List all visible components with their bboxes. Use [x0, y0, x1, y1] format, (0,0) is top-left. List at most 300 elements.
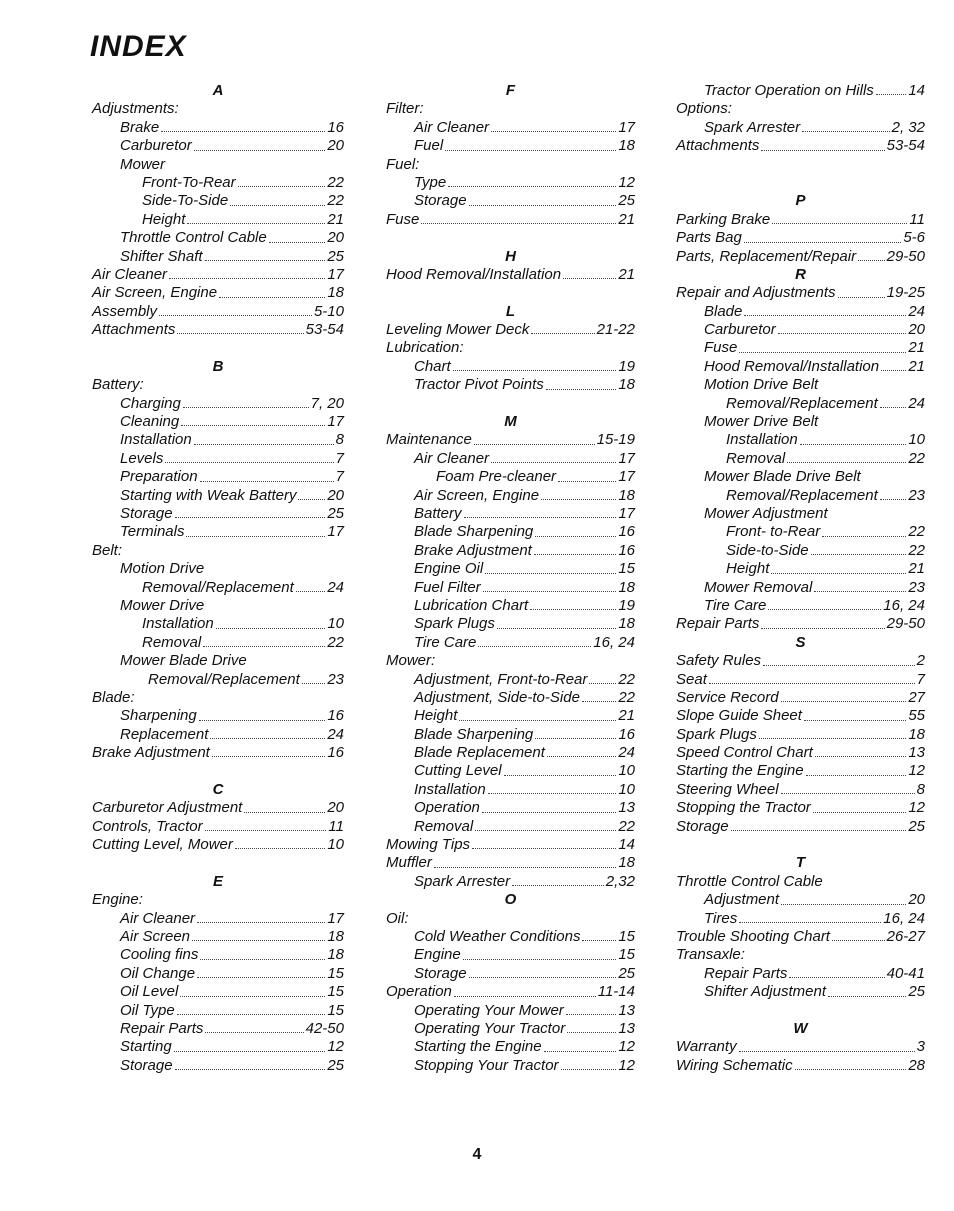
index-entry	[386, 928, 635, 946]
dot-leader	[200, 946, 325, 959]
entry-pages: 25	[327, 504, 344, 522]
index-entry	[676, 560, 925, 578]
entry-label: Repair Parts	[676, 615, 760, 633]
dot-leader	[838, 284, 885, 297]
dot-leader	[474, 431, 595, 444]
entry-label: Side-to-Side	[726, 541, 809, 559]
entry-label: Spark Arrester	[704, 118, 801, 136]
entry-pages: 15	[618, 560, 635, 578]
index-entry	[92, 946, 344, 964]
entry-label: Cooling fins	[120, 946, 199, 964]
index-entry	[92, 248, 344, 266]
index-entry	[676, 689, 925, 707]
entry-label: Wiring Schematic	[676, 1056, 793, 1074]
index-entry	[386, 487, 635, 505]
dot-leader	[804, 707, 906, 720]
dot-leader	[302, 671, 326, 684]
entry-pages: 22	[908, 449, 925, 467]
index-entry	[386, 156, 635, 174]
index-entry	[92, 395, 344, 413]
entry-label: Spark Arrester	[414, 872, 511, 890]
entry-pages: 19	[618, 596, 635, 614]
entry-pages: 18	[327, 927, 344, 945]
dot-leader	[806, 762, 907, 775]
index-entry	[386, 854, 635, 872]
entry-label: Motion Drive	[120, 560, 205, 578]
index-entry	[92, 431, 344, 449]
dot-leader	[858, 248, 885, 261]
dot-leader	[781, 891, 906, 904]
entry-label: Fuse	[386, 210, 420, 228]
index-entry	[92, 744, 344, 762]
entry-pages: 15	[618, 927, 635, 945]
dot-leader	[822, 523, 906, 536]
entry-label: Controls, Tractor	[92, 817, 203, 835]
entry-label: Spark Plugs	[676, 725, 757, 743]
entry-pages: 22	[327, 633, 344, 651]
entry-pages: 5-6	[903, 229, 925, 247]
entry-label: Removal/Replacement	[726, 486, 878, 504]
dot-leader	[876, 82, 907, 95]
dot-leader	[546, 376, 617, 389]
dot-leader	[197, 965, 325, 978]
entry-label: Starting with Weak Battery	[120, 486, 297, 504]
index-entry	[676, 487, 925, 505]
entry-label: Removal	[142, 633, 202, 651]
entry-label: Mower Removal	[704, 578, 813, 596]
index-entry	[386, 579, 635, 597]
entry-pages: 16, 24	[883, 909, 925, 927]
entry-pages: 16	[327, 707, 344, 725]
index-entry	[92, 229, 344, 247]
entry-label: Lubrication:	[386, 339, 464, 357]
entry-pages: 18	[618, 578, 635, 596]
entry-label: Tractor Pivot Points	[414, 376, 544, 394]
entry-label: Sharpening	[120, 707, 197, 725]
index-entry	[676, 248, 925, 266]
index-entry	[92, 542, 344, 560]
entry-pages: 17	[327, 909, 344, 927]
entry-pages: 21	[908, 339, 925, 357]
dot-leader	[244, 799, 325, 812]
entry-pages: 20	[908, 321, 925, 339]
dot-leader	[238, 174, 326, 187]
dot-leader	[175, 1057, 326, 1070]
entry-label: Fuel	[414, 137, 444, 155]
entry-label: Type	[414, 173, 447, 191]
entry-label: Repair Parts	[704, 964, 788, 982]
entry-pages: 21	[908, 357, 925, 375]
index-entry	[386, 321, 635, 339]
entry-label: Air Screen	[120, 927, 191, 945]
index-entry	[386, 450, 635, 468]
entry-pages: 17	[618, 468, 635, 486]
entry-label: Cutting Level	[414, 762, 502, 780]
entry-label: Mower Adjustment	[704, 504, 828, 522]
index-entry	[92, 266, 344, 284]
index-entry	[676, 523, 925, 541]
dot-leader	[454, 983, 596, 996]
entry-pages: 19-25	[886, 284, 925, 302]
dot-leader	[739, 910, 881, 923]
entry-label: Filter:	[386, 100, 424, 118]
index-entry	[386, 523, 635, 541]
section-letter: R	[795, 265, 806, 283]
entry-label: Removal/Replacement	[142, 578, 294, 596]
dot-leader	[194, 137, 326, 150]
entry-pages: 16	[327, 744, 344, 762]
dot-leader	[800, 431, 907, 444]
entry-label: Cutting Level, Mower	[92, 836, 233, 854]
entry-label: Mower Blade Drive Belt	[704, 468, 861, 486]
index-entry	[386, 100, 635, 118]
dot-leader	[547, 744, 616, 757]
entry-label: Storage	[676, 817, 729, 835]
index-entry	[676, 450, 925, 468]
entry-label: Levels	[120, 449, 164, 467]
entry-pages: 21	[908, 560, 925, 578]
index-entry	[92, 707, 344, 725]
entry-pages: 18	[618, 376, 635, 394]
entry-pages: 18	[618, 486, 635, 504]
entry-label: Storage	[414, 192, 467, 210]
index-entry	[92, 579, 344, 597]
dot-leader	[497, 615, 616, 628]
entry-label: Replacement	[120, 725, 209, 743]
index-entry	[676, 303, 925, 321]
entry-pages: 24	[327, 725, 344, 743]
entry-label: Brake Adjustment	[414, 541, 532, 559]
dot-leader	[828, 983, 906, 996]
dot-leader	[469, 965, 617, 978]
entry-pages: 22	[618, 670, 635, 688]
index-entry	[676, 671, 925, 689]
index-entry	[676, 597, 925, 615]
entry-label: Storage	[414, 964, 467, 982]
entry-label: Blade	[704, 302, 743, 320]
index-entry	[386, 211, 635, 229]
entry-pages: 22	[618, 817, 635, 835]
dot-leader	[813, 799, 907, 812]
index-column-3	[676, 82, 925, 1075]
dot-leader	[177, 1002, 326, 1015]
entry-label: Motion Drive Belt	[704, 376, 819, 394]
entry-pages: 24	[908, 394, 925, 412]
entry-label: Engine:	[92, 891, 143, 909]
entry-pages: 11	[909, 210, 925, 228]
spacer	[676, 836, 925, 854]
spacer	[676, 1002, 925, 1020]
index-entry	[92, 413, 344, 431]
dot-leader	[175, 505, 326, 518]
dot-leader	[194, 431, 334, 444]
index-entry	[92, 891, 344, 909]
entry-label: Mower Drive	[120, 596, 205, 614]
section-letter: O	[504, 891, 517, 909]
entry-label: Leveling Mower Deck	[386, 321, 530, 339]
dot-leader	[880, 487, 907, 500]
index-entry	[676, 799, 925, 817]
index-entry	[386, 762, 635, 780]
entry-pages: 21	[618, 265, 635, 283]
dot-leader	[235, 836, 325, 849]
entry-label: Mower Blade Drive	[120, 652, 247, 670]
entry-pages: 21-22	[596, 321, 635, 339]
dot-leader	[464, 505, 617, 518]
index-entry	[92, 523, 344, 541]
entry-pages: 14	[618, 836, 635, 854]
entry-label: Oil Level	[120, 983, 179, 1001]
entry-pages: 27	[908, 688, 925, 706]
dot-leader	[296, 579, 326, 592]
entry-label: Tractor Operation on Hills	[704, 82, 874, 99]
entry-pages: 13	[618, 1019, 635, 1037]
section-letter: P	[795, 192, 806, 210]
dot-leader	[482, 799, 616, 812]
entry-label: Blade Sharpening	[414, 725, 534, 743]
entry-pages: 12	[327, 1038, 344, 1056]
index-entry	[386, 339, 635, 357]
entry-pages: 16	[327, 118, 344, 136]
entry-pages: 13	[618, 799, 635, 817]
entry-pages: 3	[916, 1038, 925, 1056]
entry-pages: 16, 24	[593, 633, 635, 651]
index-entry	[92, 487, 344, 505]
index-entry	[676, 119, 925, 137]
entry-label: Tire Care	[704, 596, 767, 614]
entry-label: Transaxle:	[676, 946, 745, 964]
entry-pages: 10	[618, 780, 635, 798]
entry-label: Installation	[120, 431, 192, 449]
dot-leader	[772, 211, 907, 224]
index-entry	[386, 836, 635, 854]
index-entry	[92, 211, 344, 229]
entry-label: Assembly	[92, 302, 158, 320]
entry-label: Shifter Shaft	[120, 247, 203, 265]
dot-leader	[177, 321, 303, 334]
entry-pages: 21	[618, 210, 635, 228]
index-entry	[386, 946, 635, 964]
entry-pages: 10	[618, 762, 635, 780]
dot-leader	[589, 671, 616, 684]
index-entry	[386, 707, 635, 725]
entry-label: Air Cleaner	[414, 118, 490, 136]
entry-pages: 20	[327, 137, 344, 155]
dot-leader	[472, 836, 616, 849]
index-entry	[676, 100, 925, 118]
index-entry	[386, 781, 635, 799]
entry-pages: 12	[618, 1056, 635, 1074]
index-entry	[386, 799, 635, 817]
entry-pages: 24	[618, 744, 635, 762]
entry-label: Parts, Replacement/Repair	[676, 247, 857, 265]
index-entry	[676, 211, 925, 229]
dot-leader	[567, 1020, 616, 1033]
index-entry	[676, 1038, 925, 1056]
index-entry	[676, 891, 925, 909]
entry-label: Service Record	[676, 688, 779, 706]
entry-label: Mower	[120, 155, 166, 173]
entry-label: Hood Removal/Installation	[704, 357, 880, 375]
index-entry	[386, 505, 635, 523]
dot-leader	[744, 303, 906, 316]
dot-leader	[434, 854, 616, 867]
index-entry	[676, 818, 925, 836]
entry-label: Mower:	[386, 652, 436, 670]
index-entry	[386, 266, 635, 284]
index-entry	[386, 634, 635, 652]
dot-leader	[731, 818, 907, 831]
entry-pages: 8	[916, 780, 925, 798]
entry-pages: 15-19	[596, 431, 635, 449]
index-entry	[386, 1020, 635, 1038]
index-entry	[386, 597, 635, 615]
section-letter: C	[212, 780, 224, 798]
entry-label: Height	[726, 560, 770, 578]
index-entry	[92, 1057, 344, 1075]
dot-leader	[199, 707, 326, 720]
dot-leader	[298, 487, 325, 500]
entry-label: Air Screen, Engine	[414, 486, 540, 504]
index-entry	[92, 818, 344, 836]
entry-label: Height	[414, 707, 458, 725]
dot-leader	[174, 1038, 326, 1051]
entry-label: Adjustments:	[92, 100, 179, 118]
dot-leader	[192, 928, 325, 941]
dot-leader	[739, 1038, 915, 1051]
entry-label: Belt:	[92, 541, 123, 559]
dot-leader	[531, 321, 594, 334]
entry-pages: 8	[335, 431, 344, 449]
entry-label: Trouble Shooting Chart	[676, 927, 830, 945]
index-entry	[386, 119, 635, 137]
index-entry	[92, 192, 344, 210]
index-entry	[92, 137, 344, 155]
dot-leader	[212, 744, 325, 757]
entry-label: Installation	[142, 615, 214, 633]
entry-label: Cold Weather Conditions	[414, 927, 581, 945]
entry-pages: 20	[327, 229, 344, 247]
dot-leader	[534, 542, 616, 555]
entry-pages: 11-14	[597, 983, 635, 1001]
dot-leader	[180, 983, 325, 996]
entry-pages: 25	[618, 192, 635, 210]
entry-pages: 20	[327, 799, 344, 817]
index-entry	[92, 965, 344, 983]
entry-label: Carburetor	[704, 321, 776, 339]
index-entry	[676, 873, 925, 891]
dot-leader	[504, 762, 617, 775]
dot-leader	[802, 119, 889, 132]
entry-label: Air Cleaner	[414, 449, 490, 467]
index-entry	[386, 431, 635, 449]
index-column-2	[386, 82, 635, 1075]
index-entry	[386, 818, 635, 836]
entry-pages: 40-41	[886, 964, 925, 982]
entry-label: Fuel Filter	[414, 578, 481, 596]
entry-pages: 53-54	[886, 137, 925, 155]
spacer	[676, 174, 925, 192]
entry-label: Blade Sharpening	[414, 523, 534, 541]
spacer	[676, 156, 925, 174]
entry-label: Repair Parts	[120, 1019, 204, 1037]
index-entry	[386, 542, 635, 560]
dot-leader	[488, 781, 617, 794]
index-entry	[676, 431, 925, 449]
dot-leader	[563, 266, 616, 279]
entry-pages: 13	[908, 744, 925, 762]
section-letter: S	[795, 633, 806, 651]
entry-label: Height	[142, 210, 186, 228]
entry-pages: 25	[327, 247, 344, 265]
index-entry	[92, 799, 344, 817]
entry-label: Preparation	[120, 468, 198, 486]
entry-label: Adjustment	[704, 891, 780, 909]
index-entry	[676, 928, 925, 946]
entry-label: Attachments	[676, 137, 760, 155]
entry-label: Charging	[120, 394, 181, 412]
entry-label: Brake Adjustment	[92, 744, 210, 762]
entry-label: Fuse	[704, 339, 738, 357]
index-entry	[676, 284, 925, 302]
entry-label: Safety Rules	[676, 652, 762, 670]
dot-leader	[205, 1020, 303, 1033]
entry-label: Blade:	[92, 688, 135, 706]
entry-pages: 7, 20	[310, 394, 344, 412]
dot-leader	[781, 781, 915, 794]
entry-pages: 15	[618, 946, 635, 964]
entry-label: Parking Brake	[676, 210, 771, 228]
index-entry	[676, 615, 925, 633]
entry-label: Storage	[120, 504, 173, 522]
section-letter: B	[212, 357, 224, 375]
index-entry	[92, 928, 344, 946]
entry-label: Parts Bag	[676, 229, 742, 247]
dot-leader	[781, 689, 907, 702]
entry-pages: 14	[908, 82, 925, 99]
dot-leader	[832, 928, 885, 941]
entry-pages: 17	[327, 523, 344, 541]
entry-label: Storage	[120, 1056, 173, 1074]
dot-leader	[582, 928, 616, 941]
dot-leader	[795, 1057, 907, 1070]
entry-pages: 7	[916, 670, 925, 688]
section-letter: F	[505, 82, 516, 99]
section-letter: T	[795, 854, 806, 872]
index-entry	[676, 358, 925, 376]
entry-pages: 23	[908, 578, 925, 596]
entry-pages: 20	[908, 891, 925, 909]
index-entry	[92, 303, 344, 321]
dot-leader	[811, 542, 907, 555]
index-entry	[676, 321, 925, 339]
entry-pages: 18	[908, 725, 925, 743]
index-entry	[386, 1038, 635, 1056]
entry-label: Shifter Adjustment	[704, 983, 826, 1001]
entry-label: Attachments	[92, 321, 176, 339]
entry-label: Battery	[414, 504, 462, 522]
entry-pages: 10	[327, 836, 344, 854]
dot-leader	[881, 358, 906, 371]
index-entry	[92, 983, 344, 1001]
entry-pages: 17	[327, 265, 344, 283]
entry-pages: 7	[335, 468, 344, 486]
entry-pages: 23	[908, 486, 925, 504]
index-entry	[386, 671, 635, 689]
entry-label: Oil:	[386, 909, 409, 927]
index-entry	[386, 174, 635, 192]
entry-pages: 20	[327, 486, 344, 504]
